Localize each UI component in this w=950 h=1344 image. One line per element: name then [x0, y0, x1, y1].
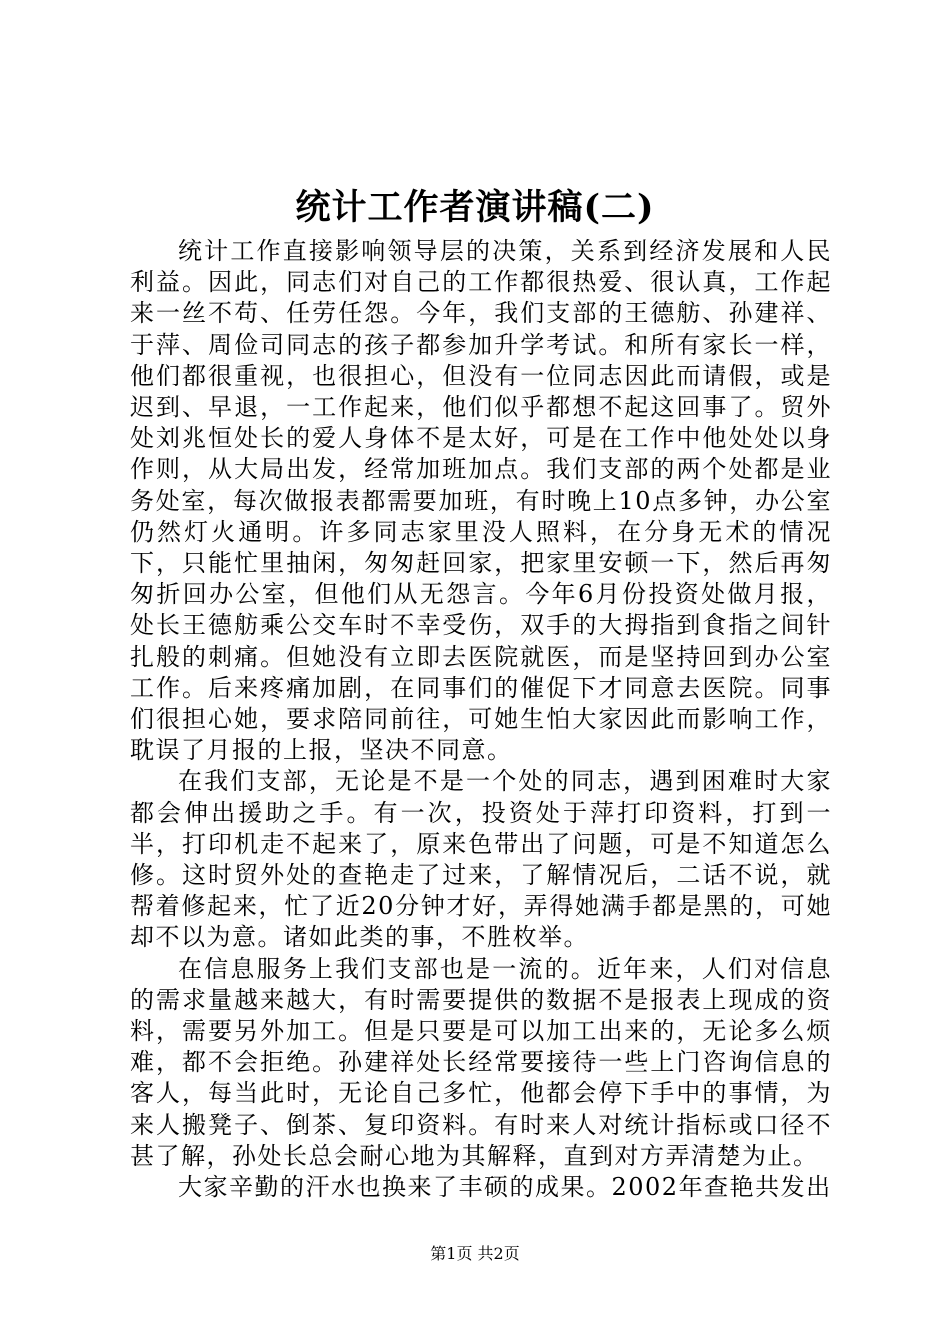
document-body — [130, 236, 832, 1203]
paragraph-3: 在信息服务上我们支部也是一流的。近年来，人们对信息的需求量越来越大，有时需要提供的数据不是报表上现成的资料，需要另外加工。但是只要是可以加工出来的，无论多么烦难，都不会拒绝。孙建祥处长经常要接待一些上门咨询信息的客人，每当此时，无论自己多忙，他都会停下手中的事情，为来人搬凳子、倒茶、复印资料。有时来人对统计指标或口径不甚了解，孙处长总会耐心地为其解释，直到对方弄清楚为止。 — [130, 954, 832, 1170]
page-number-footer: 第1页 共2页 — [430, 1244, 520, 1263]
paragraph-2: 在我们支部，无论是不是一个处的同志，遇到困难时大家都会伸出援助之手。有一次，投资处于萍打印资料，打到一半，打印机走不起来了，原来色带出了问题，可是不知道怎么修。这时贸外处的查艳走了过来，了解情况后，二话不说，就帮着修起来，忙了近20分钟才好，弄得她满手都是黑的，可她却不以为意。诸如此类的事，不胜枚举。 — [130, 767, 832, 952]
paragraph-4: 大家辛勤的汗水也换来了丰硕的成果。2002年查艳共发出 — [178, 1173, 832, 1202]
paragraph-1: 统计工作直接影响领导层的决策，关系到经济发展和人民利益。因此，同志们对自己的工作都很热爱、很认真，工作起来一丝不苟、任劳任怨。今年，我们支部的王德舫、孙建祥、于萍、周俭司同志的孩子都参加升学考试。和所有家长一样，他们都很重视，也很担心，但没有一位同志因此而请假，或是迟到、早退，一工作起来，他们似乎都想不起这回事了。贸外处刘兆恒处长的爱人身体不是太好，可是在工作中他处处以身作则，从大局出发，经常加班加点。我们支部的两个处都是业务处室，每次做报表都需要加班，有时晚上10点多钟，办公室仍然灯火通明。许多同志家里没人照料，在分身无术的情况下，只能忙里抽闲，匆匆赶回家，把家里安顿一下，然后再匆匆折回办公室，但他们从无怨言。今年6月份投资处做月报，处长王德舫乘公交车时不幸受伤，双手的大拇指到食指之间针扎般的刺痛。但她没有立即去医院就医，而是坚持回到办公室工作。后来疼痛加剧，在同事们的催促下才同意去医院。同事们很担心她，要求陪同前往，可她生怕大家因此而影响工作，耽误了月报的上报，坚决不同意。 — [130, 237, 832, 765]
document-title: 统计工作者演讲稿(二) — [295, 187, 655, 228]
